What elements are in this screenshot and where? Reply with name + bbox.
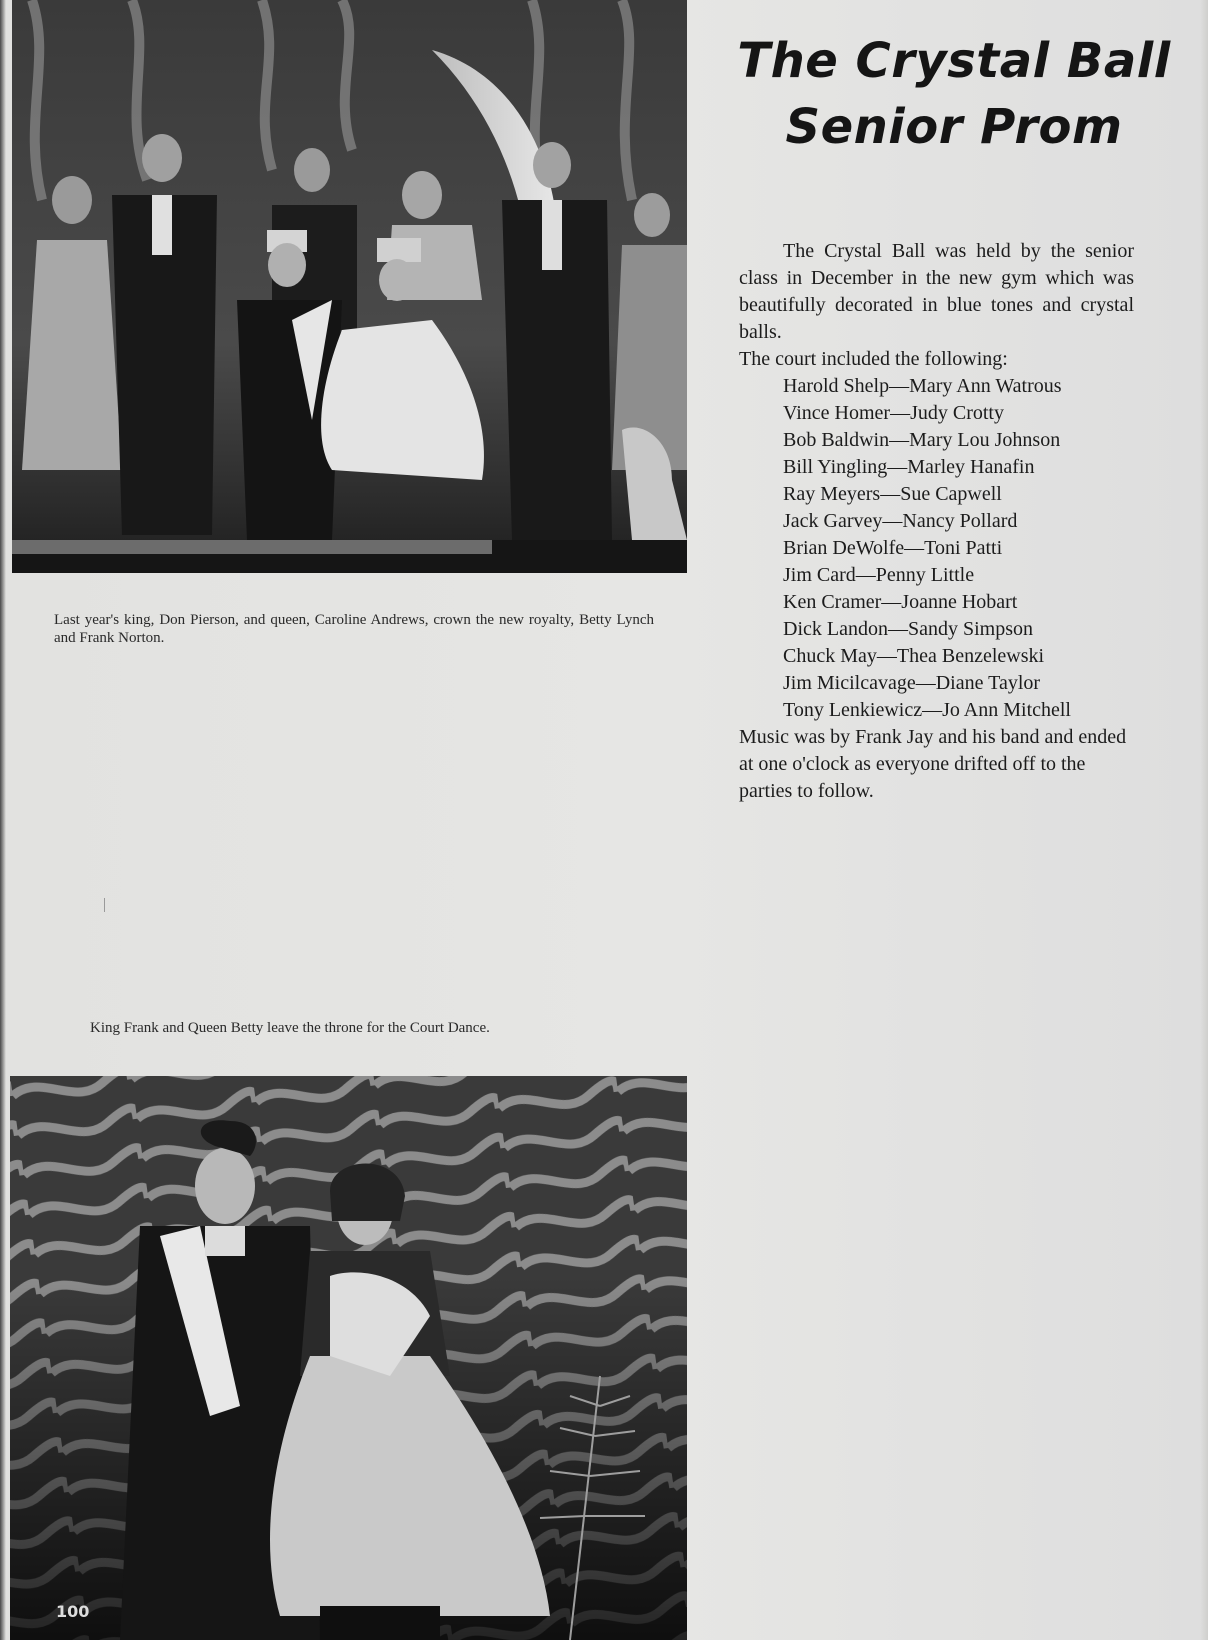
coronation-photo-drawing (12, 0, 687, 573)
print-mark (104, 898, 105, 912)
court-heading: The court included the following: (739, 348, 1008, 370)
page-number: 100 (56, 1602, 90, 1621)
court-dance-caption: King Frank and Queen Betty leave the throne for the Court Dance. (90, 1020, 490, 1036)
court-couple: Ken Cramer—Joanne Hobart (783, 591, 1018, 613)
article-intro: The Crystal Ball was held by the senior class in December in the new gym which was beautifully decorated in blue tones and crystal balls. (739, 240, 1134, 343)
binding-shadow (0, 0, 6, 1640)
article-closing: Music was by Frank Jay and his band and ended at one o'clock as everyone drifted off to the parties to follow. (739, 726, 1127, 802)
title-block (700, 28, 1208, 160)
court-couple: Tony Lenkiewicz—Jo Ann Mitchell (783, 699, 1071, 721)
court-couple: Chuck May—Thea Benzelewski (783, 645, 1045, 667)
court-dance-photo (10, 1076, 687, 1640)
page-edge (1200, 0, 1208, 1640)
court-couple: Bill Yingling—Marley Hanafin (783, 456, 1035, 478)
court-couple: Vince Homer—Judy Crotty (783, 402, 1004, 424)
court-couple: Jim Micilcavage—Diane Taylor (783, 672, 1041, 694)
coronation-photo (12, 0, 687, 573)
court-couple: Harold Shelp—Mary Ann Watrous (783, 375, 1062, 397)
court-couple: Ray Meyers—Sue Capwell (783, 483, 1002, 505)
page-subtitle: Senior Prom (785, 99, 1123, 155)
coronation-caption: Last year's king, Don Pierson, and queen, Caroline Andrews, crown the new royalty, Betty Lynch and Frank Norton. (54, 612, 654, 646)
court-couple: Bob Baldwin—Mary Lou Johnson (783, 429, 1061, 451)
court-couple: Brian DeWolfe—Toni Patti (783, 537, 1003, 559)
court-couple: Jim Card—Penny Little (783, 564, 975, 586)
page-title: The Crystal Ball (737, 33, 1171, 89)
court-couple: Dick Landon—Sandy Simpson (783, 618, 1033, 640)
court-dance-photo-drawing (10, 1076, 687, 1640)
court-couple: Jack Garvey—Nancy Pollard (783, 510, 1018, 532)
article (739, 238, 1134, 805)
court-list (739, 373, 1134, 724)
